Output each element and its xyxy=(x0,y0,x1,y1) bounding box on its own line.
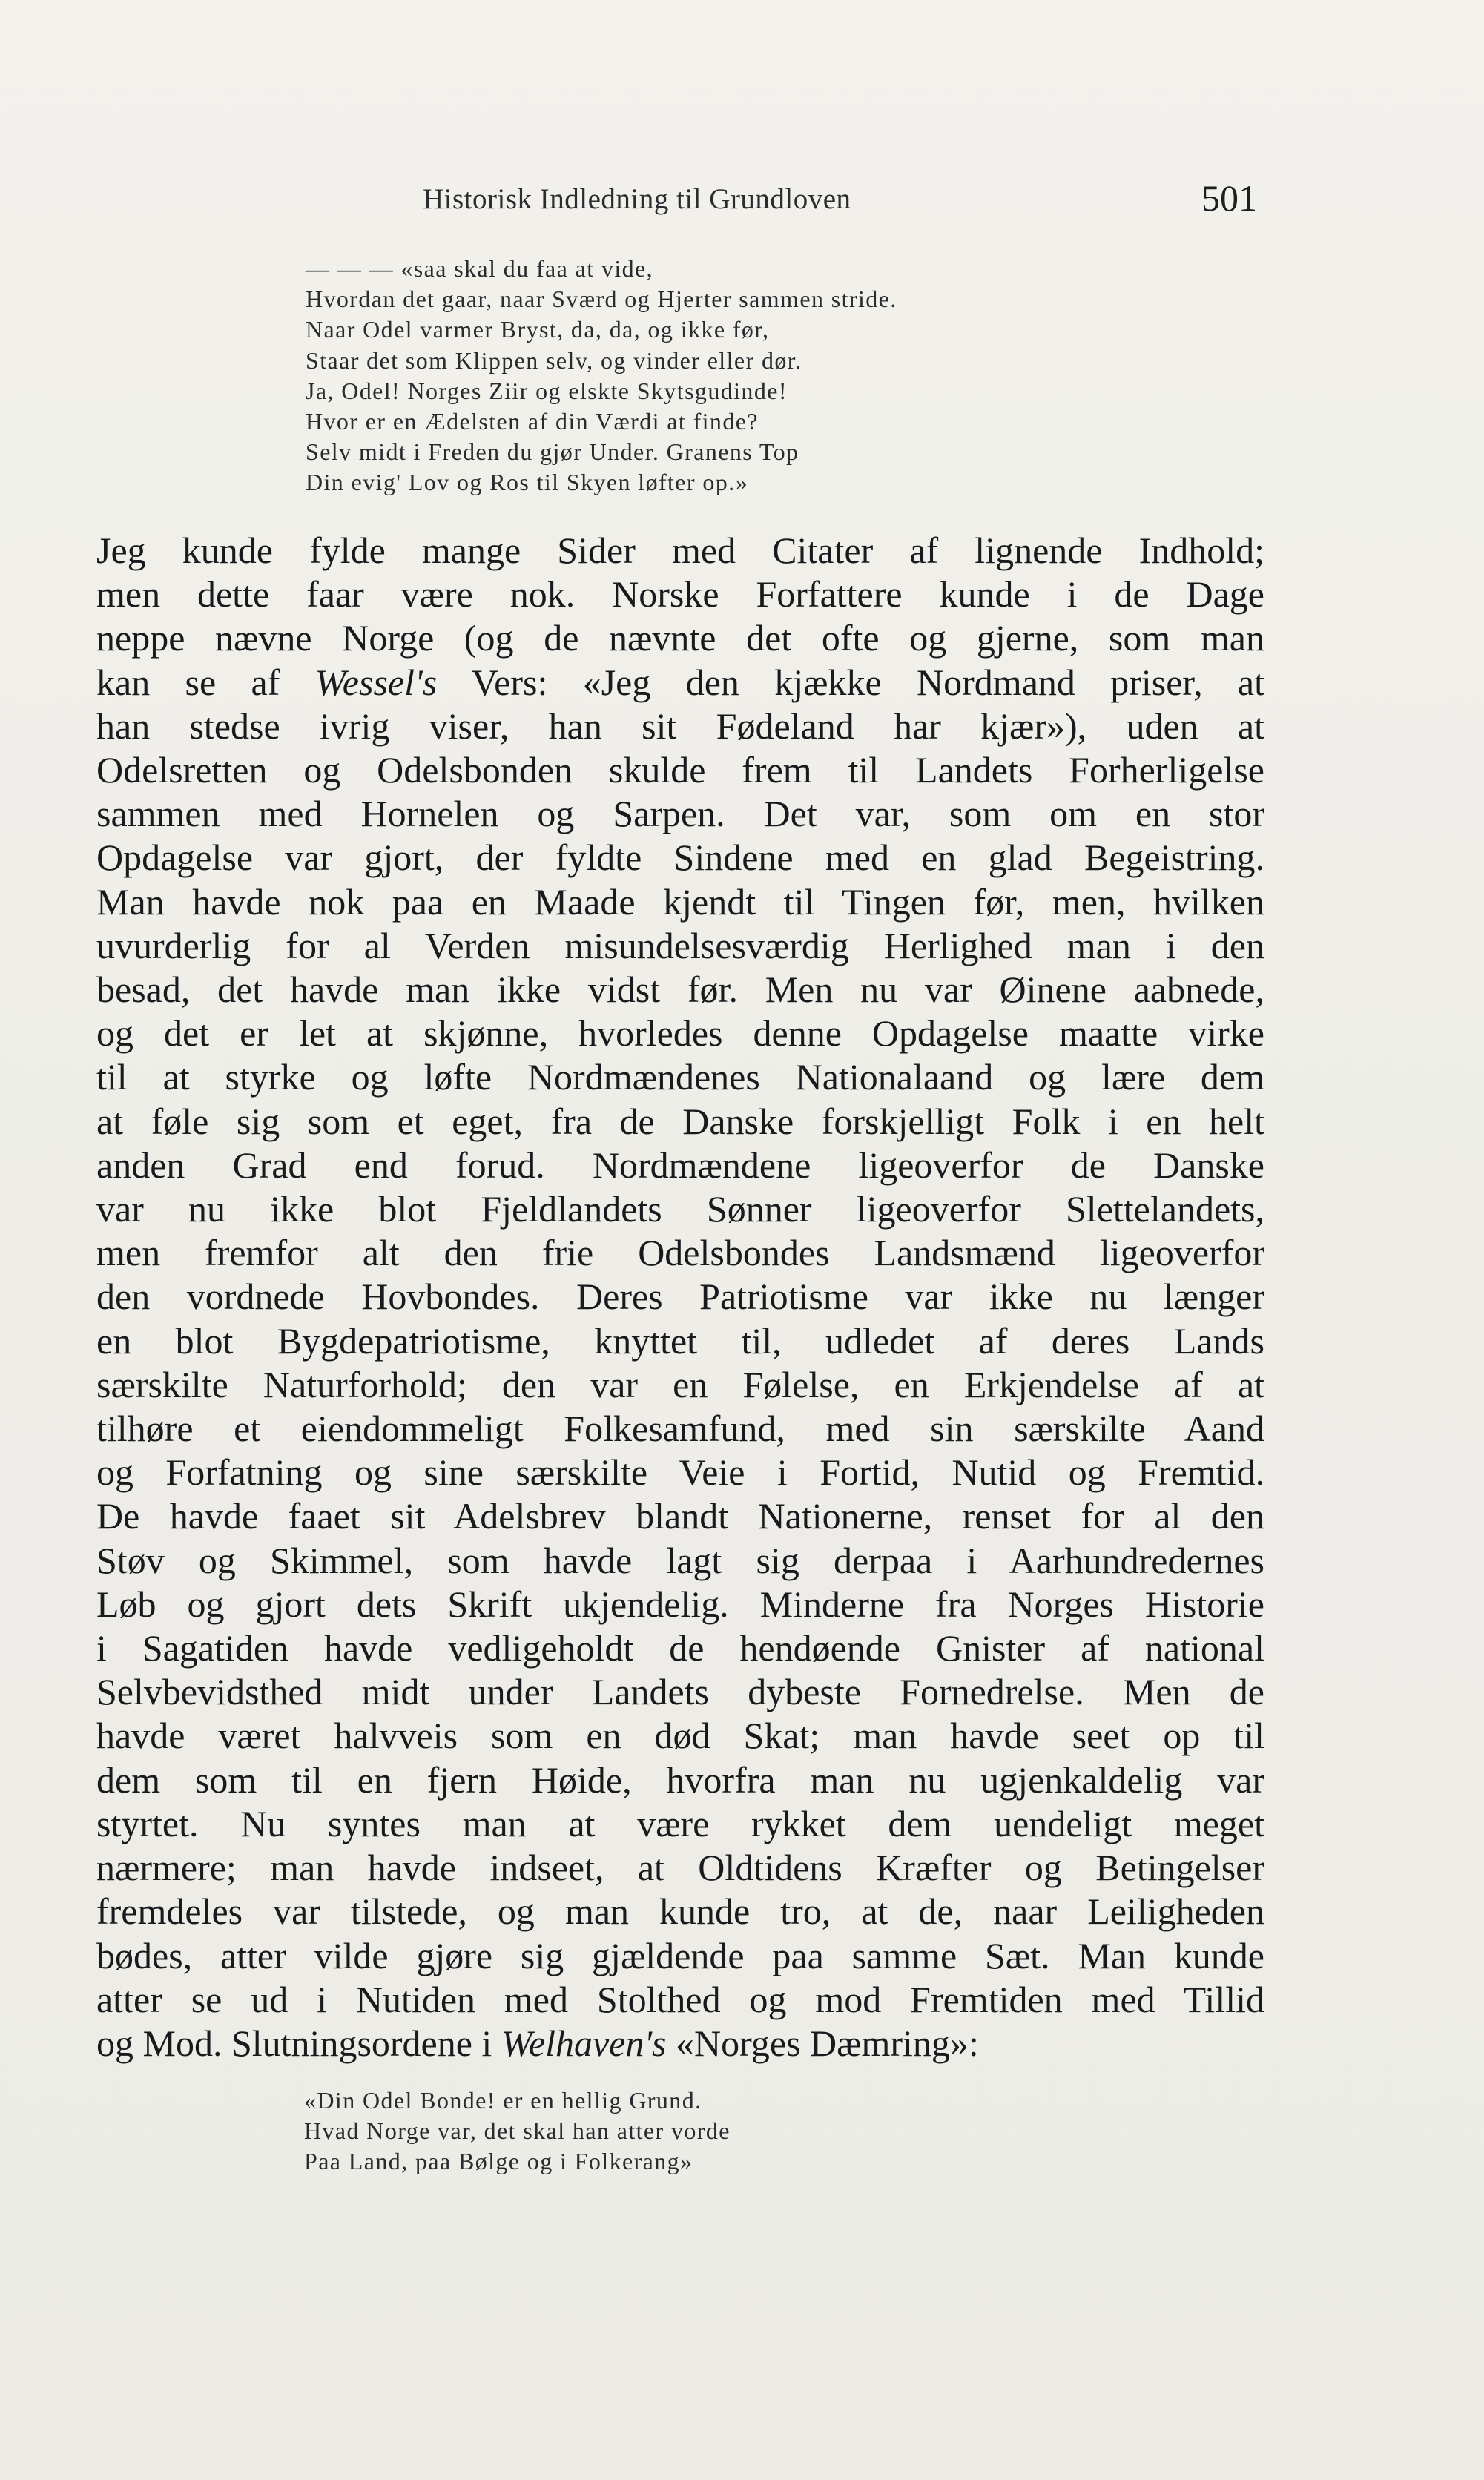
body-paragraph xyxy=(96,529,1264,2065)
verse-line: Hvor er en Ædelsten af din Værdi at finde? xyxy=(306,408,759,435)
verse-quote-top xyxy=(306,254,897,498)
prose-line: sammen med Hornelen og Sarpen. Det var, som om en stor xyxy=(96,793,1264,835)
verse-quote-bottom xyxy=(304,2085,731,2177)
prose-line: og det er let at skjønne, hvorledes denne Opdagelse maatte virke xyxy=(96,1012,1264,1055)
prose-line: atter se ud i Nutiden med Stolthed og mod Fremtiden med Tillid xyxy=(96,1978,1264,2020)
prose-line: at føle sig som et eget, fra de Danske forskjelligt Folk i en helt xyxy=(96,1100,1264,1142)
author-name-italic: Welhaven's xyxy=(501,2022,667,2064)
verse-line: Naar Odel varmer Bryst, da, da, og ikke før, xyxy=(306,316,770,343)
prose-line: neppe nævne Norge (og de nævnte det ofte og gjerne, som man xyxy=(96,617,1264,659)
prose-line: Løb og gjort dets Skrift ukjendelig. Minderne fra Norges Historie xyxy=(96,1583,1264,1625)
prose-line: men fremfor alt den frie Odelsbondes Landsmænd ligeoverfor xyxy=(96,1232,1264,1274)
text-segment: kan se af xyxy=(96,661,315,703)
text-segment: «Norges Dæmring»: xyxy=(666,2022,979,2064)
verse-line: Staar det som Klippen selv, og vinder eller dør. xyxy=(306,346,802,374)
prose-line: Odelsretten og Odelsbonden skulde frem til Landets Forherligelse xyxy=(96,749,1264,791)
author-name-italic: Wessel's xyxy=(314,661,438,703)
prose-line: havde været halvveis som en død Skat; man havde seet op til xyxy=(96,1715,1264,1757)
verse-line: Hvad Norge var, det skal han atter vorde xyxy=(304,2117,731,2145)
prose-line: De havde faaet sit Adelsbrev blandt Nationerne, renset for al den xyxy=(96,1495,1264,1537)
prose-line: og Forfatning og sine særskilte Veie i Fortid, Nutid og Fremtid. xyxy=(96,1451,1264,1494)
verse-line: Paa Land, paa Bølge og i Folkerang» xyxy=(304,2148,693,2175)
page-number: 501 xyxy=(1201,177,1257,219)
prose-line: styrtet. Nu syntes man at være rykket dem uendeligt meget xyxy=(96,1802,1264,1844)
prose-line: han stedse ivrig viser, han sit Fødeland har kjær»), uden at xyxy=(96,705,1264,747)
prose-line: Man havde nok paa en Maade kjendt til Tingen før, men, hvilken xyxy=(96,880,1264,923)
header-title: Historisk Indledning til Grundloven xyxy=(423,183,851,215)
verse-line: — — — «saa skal du faa at vide, xyxy=(306,255,654,282)
prose-line: anden Grad end forud. Nordmændene ligeoverfor de Danske xyxy=(96,1144,1264,1186)
prose-line: fremdeles var tilstede, og man kunde tro, at de, naar Leiligheden xyxy=(96,1890,1264,1933)
prose-line: Opdagelse var gjort, der fyldte Sindene med en glad Begeistring. xyxy=(96,837,1264,879)
prose-line: til at styrke og løfte Nordmændenes Nationalaand og lære dem xyxy=(96,1056,1264,1098)
prose-line: i Sagatiden havde vedligeholdt de hendøende Gnister af national xyxy=(96,1627,1264,1669)
prose-line: den vordnede Hovbondes. Deres Patriotisme var ikke nu længer xyxy=(96,1276,1264,1318)
text-segment: Vers: «Jeg den kjække Nordmand priser, at xyxy=(437,661,1265,703)
prose-line: dem som til en fjern Høide, hvorfra man nu ugjenkaldelig var xyxy=(96,1758,1264,1801)
prose-line: særskilte Naturforhold; den var en Følelse, en Erkjendelse af at xyxy=(96,1363,1264,1405)
prose-line: nærmere; man havde indseet, at Oldtidens Kræfter og Betingelser xyxy=(96,1847,1264,1889)
prose-line: Støv og Skimmel, som havde lagt sig derpaa i Aarhundredernes xyxy=(96,1539,1264,1581)
running-header xyxy=(423,177,1268,221)
prose-line: men dette faar være nok. Norske Forfattere kunde i de Dage xyxy=(96,573,1264,616)
prose-line: besad, det havde man ikke vidst før. Men nu var Øinene aabnede, xyxy=(96,969,1264,1011)
verse-line: Selv midt i Freden du gjør Under. Granens Top xyxy=(306,438,799,466)
prose-line: Selvbevidsthed midt under Landets dybeste Fornedrelse. Men de xyxy=(96,1671,1264,1713)
verse-line: «Din Odel Bonde! er en hellig Grund. xyxy=(304,2087,702,2114)
prose-line: uvurderlig for al Verden misundelsesværdig Herlighed man i den xyxy=(96,924,1264,966)
verse-line: Din evig' Lov og Ros til Skyen løfter op.» xyxy=(306,469,748,496)
prose-line-with-author xyxy=(96,2022,1264,2065)
prose-line: tilhøre et eiendommeligt Folkesamfund, med sin særskilte Aand xyxy=(96,1408,1264,1450)
prose-line: var nu ikke blot Fjeldlandets Sønner ligeoverfor Slettelandets, xyxy=(96,1188,1264,1230)
text-segment: og Mod. Slutningsordene i xyxy=(96,2022,501,2064)
prose-line-with-author xyxy=(96,661,1264,705)
verse-line: Hvordan det gaar, naar Sværd og Hjerter sammen stride. xyxy=(306,286,897,313)
prose-line: en blot Bygdepatriotisme, knyttet til, udledet af deres Lands xyxy=(96,1319,1264,1362)
prose-line: bødes, atter vilde gjøre sig gjældende paa samme Sæt. Man kunde xyxy=(96,1934,1264,1976)
verse-line: Ja, Odel! Norges Ziir og elskte Skytsgudinde! xyxy=(306,377,788,404)
prose-line: Jeg kunde fylde mange Sider med Citater af lignende Indhold; xyxy=(96,530,1264,571)
